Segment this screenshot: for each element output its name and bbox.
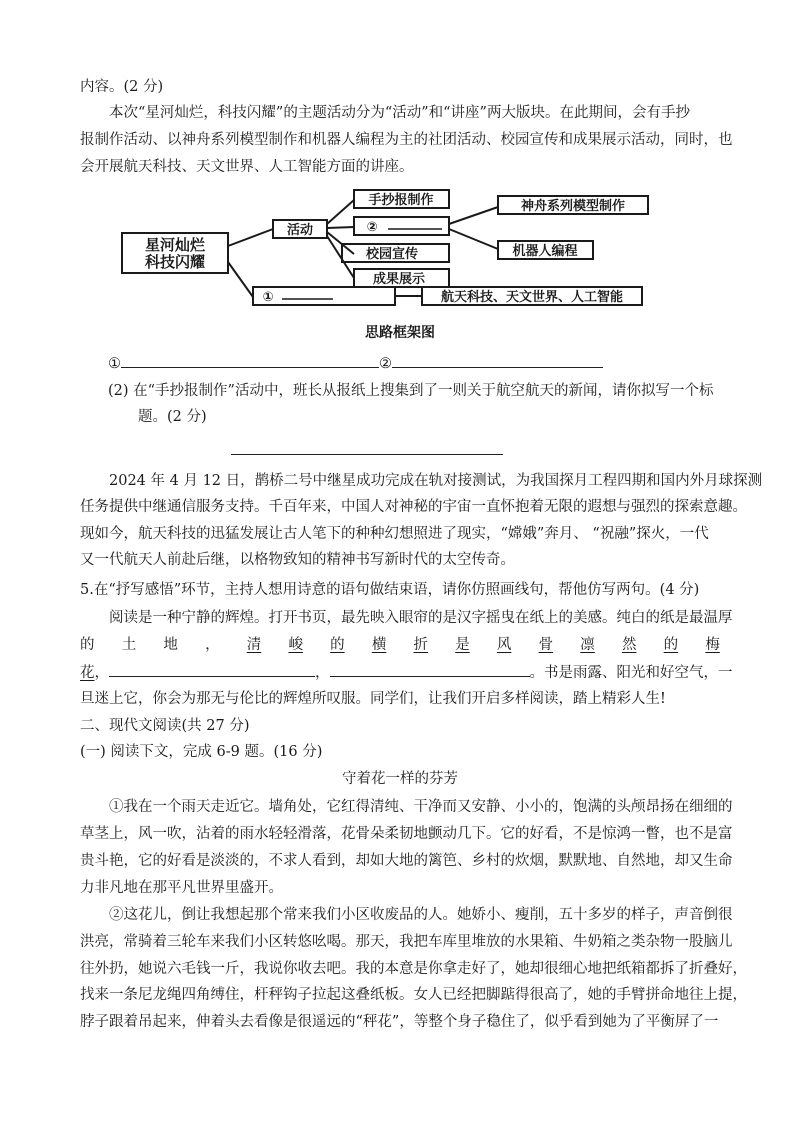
diagram-caption: 思路框架图	[365, 325, 435, 341]
underlined-word: 梅	[705, 637, 720, 653]
mind-map-diagram	[110, 186, 670, 311]
item-label: 校园宣传	[365, 247, 419, 262]
text-line: 脖子跟着吊起来，伸着头去看像是很遥远的“秤花”，等整个身子稳住了，似乎看到她为了平衡屏了一	[80, 1014, 719, 1030]
text-line: 找来一条尼龙绳四角缚住，杆秤钩子拉起这叠纸板。女人已经把脚踮得很高了，她的手臂拼命地往上提，	[80, 987, 747, 1003]
word: ，	[205, 637, 220, 653]
underlined-word: 的	[663, 637, 679, 653]
text-line: 现如今，航天科技的迅猛发展让古人笔下的种种幻想照进了现实，“嫦娥”奔月、 “祝融”探火，一代	[80, 526, 709, 542]
text-line: 内容。(2 分)	[80, 79, 164, 95]
text-line: 阅读是一种宁静的辉煌。打开书页，最先映入眼帘的是汉字摇曳在纸上的美感。纯白的纸是最温厚	[109, 610, 733, 626]
underlined-word: 骨	[538, 637, 554, 653]
lecture-topics-label: 航天科技、天文世界、人工智能	[440, 290, 624, 305]
underlined-word: 然	[621, 637, 637, 653]
text-line: 报制作活动、以神舟系列模型制作和机器人编程为主的社团活动、校园宣传和成果展示活动，同时，也	[80, 132, 733, 148]
text-line: 任务提供中继通信服务支持。千百年来，中国人对神秘的宇宙一直怀抱着无限的遐想与强烈的探索意趣。	[80, 499, 747, 515]
item-label: 成果展示	[372, 272, 426, 287]
article-title: 守着花一样的芬芳	[342, 771, 458, 787]
root-label: 星河灿烂	[144, 236, 206, 254]
blank-marker: ②	[366, 220, 378, 235]
root-label: 科技闪耀	[144, 253, 206, 271]
fill-in-line	[80, 662, 733, 683]
text-line: 本次“星河灿烂，科技闪耀”的主题活动分为“活动”和“讲座”两大版块。在此期间，会有手抄	[109, 105, 690, 121]
question-line: (2) 在“手抄报制作”活动中，班长从报纸上搜集到了一则关于航空航天的新闻，请你拟写一个标	[108, 383, 714, 399]
underlined-word: 的	[330, 637, 345, 653]
text-line: 会开展航天科技、天文世界、人工智能方面的讲座。	[80, 159, 414, 175]
imitation-blank-2[interactable]	[330, 662, 530, 677]
justified-line	[80, 635, 720, 655]
underlined-word: 风	[496, 637, 512, 653]
text-span: 。书是雨露、阳光和好空气，一	[529, 665, 733, 681]
text-line: 洪亮，常骑着三轮车来我们小区转悠吆喝。那天，我把车库里堆放的水果箱、牛奶箱之类杂物一股脑儿	[80, 934, 733, 950]
imitation-blank-1[interactable]	[109, 662, 315, 677]
word: 土	[121, 637, 137, 653]
text-line: ②这花儿，倒让我想起那个常来我们小区收废品的人。她娇小、瘦削，五十多岁的样子，声音倒很	[109, 907, 733, 923]
blank-marker: ①	[262, 290, 274, 305]
underlined-word: 折	[413, 637, 428, 653]
question-line: 题。(2 分)	[138, 409, 207, 425]
text-line: 2024 年 4 月 12 日，鹊桥二号中继星成功完成在轨对接测试，为我国探月工程四期和国内外月球探测	[109, 473, 763, 489]
title-answer-blank[interactable]	[231, 454, 503, 455]
text-line: 草茎上，风一吹，沾着的雨水轻轻滑落，花骨朵柔韧地颤动几下。它的好看，不是惊鸿一瞥，也不是富	[80, 826, 733, 842]
underlined-word: 峻	[288, 637, 303, 653]
underlined-word: 清	[246, 637, 262, 653]
text-line: 往外扔，她说六毛钱一斤，我说你收去吧。我的本意是你拿走好了，她却很细心地把纸箱都拆了折叠好，	[80, 961, 747, 977]
word: 的	[80, 637, 95, 653]
answer-blanks-row	[108, 353, 608, 374]
item-label: 手抄报制作	[368, 193, 434, 208]
text-line: 贵斗艳，它的好看是淡淡的，不求人看到，却如大地的篱笆、乡村的炊烟，默默地、自然地，却又生命	[80, 853, 733, 869]
punctuation: ，	[94, 665, 109, 681]
sub-label: 神舟系列模型制作	[520, 199, 626, 214]
underlined-word: 花	[80, 665, 95, 681]
answer-blank-2[interactable]	[392, 353, 603, 368]
text-line: 旦迷上它，你会为那无与伦比的辉煌所叹服。同学们，让我们开启多样阅读，踏上精彩人生!	[80, 691, 666, 707]
underlined-word: 横	[371, 637, 387, 653]
underlined-word: 凛	[580, 637, 595, 653]
activity-label: 活动	[286, 223, 314, 238]
question-line: 5.在“抒写感悟”环节，主持人想用诗意的语句做结束语，请你仿照画线句，帮他仿写两句。(4 分)	[80, 582, 700, 598]
punctuation: ，	[315, 665, 330, 681]
blank-marker: ①	[108, 356, 121, 372]
sub-label: 机器人编程	[512, 244, 578, 259]
blank-marker: ②	[379, 356, 392, 372]
section-heading: 二、现代文阅读(共 27 分)	[80, 718, 250, 734]
answer-blank-1[interactable]	[121, 353, 379, 368]
lecture-box	[253, 287, 395, 305]
underlined-word: 是	[455, 637, 470, 653]
text-line: 力非凡地在那平凡世界里盛开。	[80, 880, 283, 896]
subsection-heading: (一) 阅读下文，完成 6-9 题。(16 分)	[80, 744, 323, 760]
word: 地	[163, 637, 178, 653]
text-line: ①我在一个雨天走近它。墙角处，它红得清纯、干净而又安静、小小的，饱满的头颅昂扬在细细的	[109, 799, 733, 815]
text-line: 又一代航天人前赴后继，以格物致知的精神书写新时代的太空传奇。	[80, 552, 515, 568]
